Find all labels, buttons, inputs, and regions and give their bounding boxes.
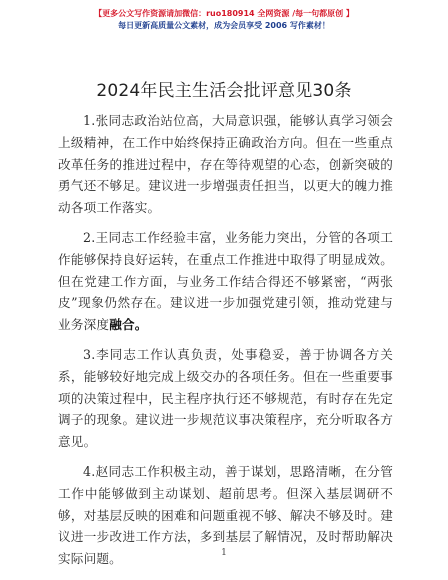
- promo-banner-line2: 每日更新高质量公文素材，成为会员享受 2006 写作素材！: [118, 21, 330, 30]
- promo-banner: [0, 8, 448, 32]
- paragraph-number: 4.: [83, 463, 96, 479]
- paragraph-number: 3.: [83, 346, 96, 362]
- paragraph-text: 王同志工作经验丰富，业务能力突出，分管的各项工作能够保持良好运转，在重点工作推进中取得了明显成效。但在党建工作方面，与业务工作结合得还不够紧密，“两张皮”现象仍然存在。建议进一步加强党建引领，推动党建与业务深度: [58, 229, 393, 333]
- document-body: [58, 110, 393, 578]
- paragraph-number: 2.: [83, 229, 96, 245]
- paragraph-text: 李同志工作认真负责，处事稳妥，善于协调各方关系，能够较好地完成上级交办的各项任务。但在一些重要事项的决策过程中，民主程序执行还不够规范，有时存在先定调子的现象。建议进一步规范议事决策程序，充分听取各方意见。: [58, 346, 393, 450]
- promo-banner-line1: 【更多公文写作资源请加微信：ruo180914 全网资源 /每一句都原创 】: [94, 9, 354, 18]
- paragraph-1: [58, 110, 393, 219]
- paragraph-3: [58, 344, 393, 453]
- paragraph-bold-tail: 融合。: [109, 317, 148, 333]
- page-number: 1: [221, 548, 227, 558]
- paragraph-number: 1.: [83, 113, 96, 128]
- paragraph-text: 赵同志工作积极主动，善于谋划，思路清晰，在分管工作中能够做到主动谋划、超前思考。但深入基层调研不够，对基层反映的困难和问题重视不够、解决不够及时。建议进一步改进工作方法，多到基层了解情况，及时帮助解决实际问题。: [58, 463, 393, 567]
- document-title: 2024年民主生活会批评意见30条: [96, 81, 352, 101]
- paragraph-text: 张同志政治站位高，大局意识强，能够认真学习领会上级精神，在工作中始终保持正确政治方向。但在一些重点改革任务的推进过程中，存在等待观望的心态，创新突破的勇气还不够足。建议进一步增强责任担当，以更大的魄力推动各项工作落实。: [58, 113, 393, 216]
- paragraph-2: [58, 227, 393, 336]
